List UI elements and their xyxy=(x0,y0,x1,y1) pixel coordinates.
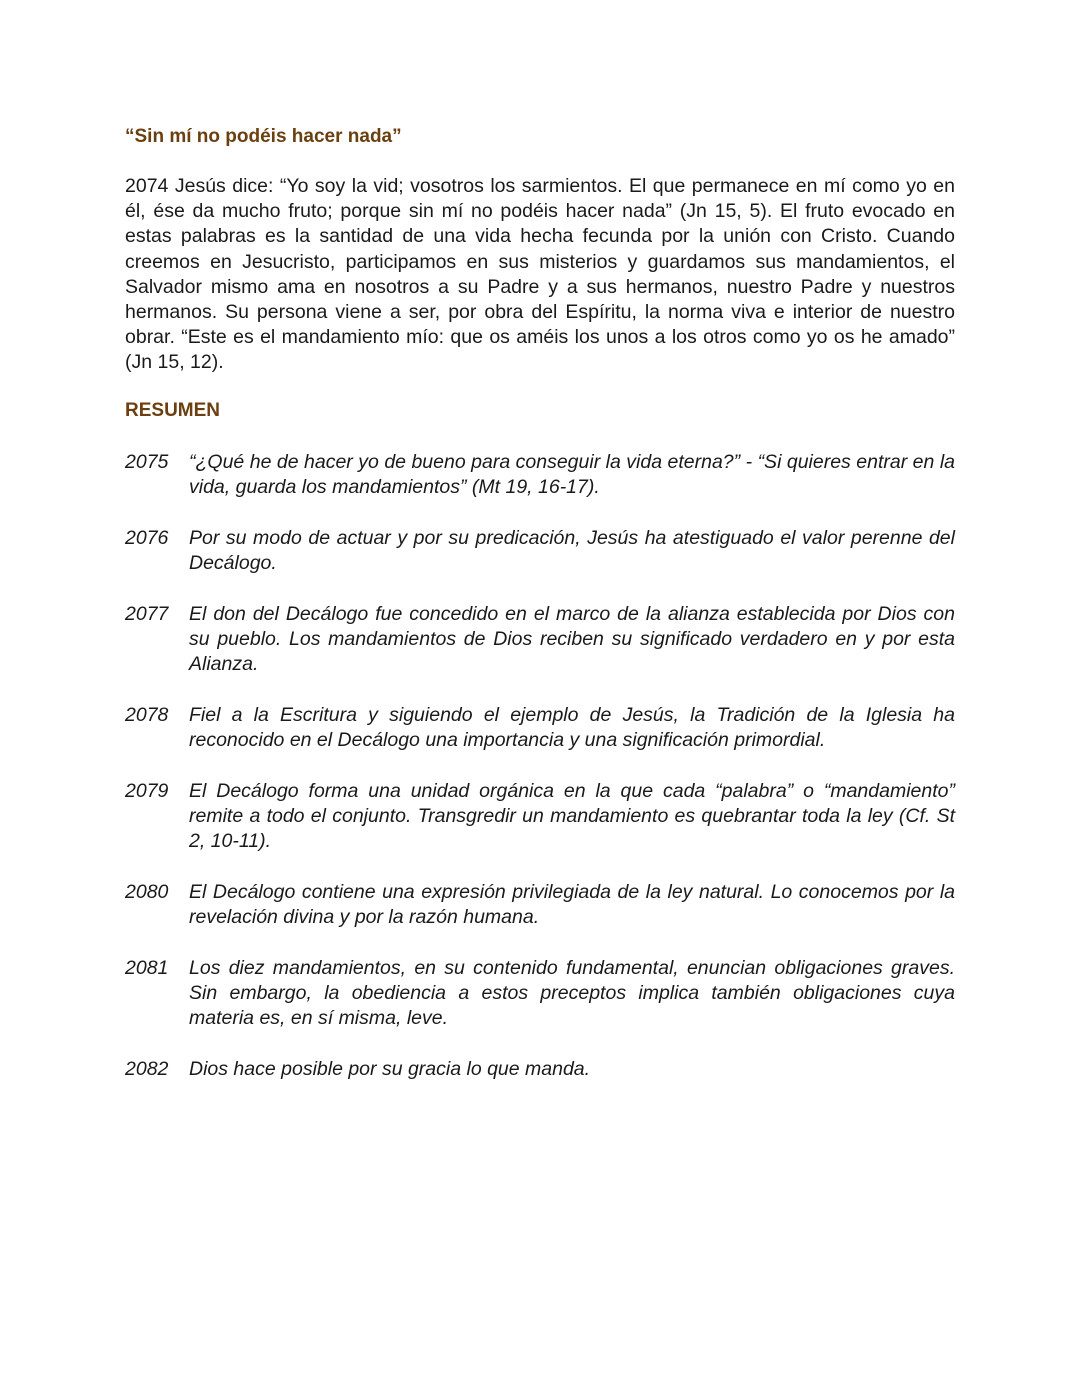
summary-item xyxy=(125,526,955,576)
summary-item xyxy=(125,779,955,854)
summary-number: 2080 xyxy=(125,880,169,903)
summary-item xyxy=(125,1057,955,1082)
summary-item xyxy=(125,880,955,930)
summary-text: El Decálogo contiene una expresión privilegiada de la ley natural. Lo conocemos por la revelación divina y por la razón humana. xyxy=(189,880,955,928)
summary-text: Dios hace posible por su gracia lo que manda. xyxy=(189,1057,591,1080)
summary-text: “¿Qué he de hacer yo de bueno para conseguir la vida eterna?” - “Si quieres entrar en la vida, guarda los mandamientos” (Mt 19, 16-17). xyxy=(189,450,955,498)
summary-item xyxy=(125,703,955,753)
summary-number: 2079 xyxy=(125,779,169,802)
summary-number: 2082 xyxy=(125,1057,169,1080)
summary-item xyxy=(125,956,955,1031)
summary-text: Por su modo de actuar y por su predicación, Jesús ha atestiguado el valor perenne del Decálogo. xyxy=(189,526,955,574)
summary-item xyxy=(125,450,955,500)
summary-number: 2078 xyxy=(125,703,169,726)
summary-list xyxy=(125,450,955,1082)
summary-number: 2076 xyxy=(125,526,169,549)
section-heading: “Sin mí no podéis hacer nada” xyxy=(125,126,402,147)
summary-number: 2081 xyxy=(125,956,169,979)
summary-item xyxy=(125,602,955,677)
summary-text: El Decálogo forma una unidad orgánica en la que cada “palabra” o “mandamiento” remite a todo el conjunto. Transgredir un mandamiento es quebrantar toda la ley (Cf. St 2, 10-11). xyxy=(189,779,955,852)
summary-text: Los diez mandamientos, en su contenido fundamental, enuncian obligaciones graves. Sin embargo, la obediencia a estos preceptos implica también obligaciones cuya materia es, en sí misma, leve. xyxy=(189,956,955,1029)
document-page xyxy=(125,124,955,1108)
summary-text: Fiel a la Escritura y siguiendo el ejemplo de Jesús, la Tradición de la Iglesia ha reconocido en el Decálogo una importancia y una significación primordial. xyxy=(189,703,955,751)
summary-heading: RESUMEN xyxy=(125,399,221,421)
summary-number: 2077 xyxy=(125,602,169,625)
body-paragraph: 2074 Jesús dice: “Yo soy la vid; vosotros los sarmientos. El que permanece en mí como yo en él, ése da mucho fruto; porque sin mí no podéis hacer nada” (Jn 15, 5). El fruto evocado en estas palabras es la santidad de una vida hecha fecunda por la unión con Cristo. Cuando creemos en Jesucristo, participamos en sus misterios y guardamos sus mandamientos, el Salvador mismo ama en nosotros a su Padre y a sus hermanos, nuestro Padre y nuestros hermanos. Su persona viene a ser, por obra del Espíritu, la norma viva e interior de nuestro obrar. “Este es el mandamiento mío: que os améis los unos a los otros como yo os he amado” (Jn 15, 12). xyxy=(125,175,955,374)
summary-text: El don del Decálogo fue concedido en el marco de la alianza establecida por Dios con su pueblo. Los mandamientos de Dios reciben su significado verdadero en y por esta Alianza. xyxy=(189,602,955,675)
summary-number: 2075 xyxy=(125,450,169,473)
